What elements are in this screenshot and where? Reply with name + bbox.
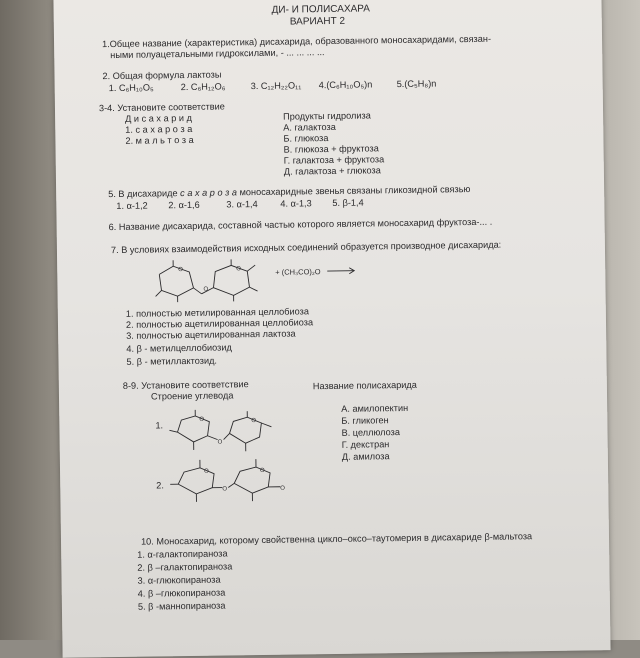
- worksheet-variant: ВАРИАНТ 2: [290, 16, 345, 28]
- q89-right-item-g: Г. декстран: [342, 439, 390, 451]
- q7-option-5: 5. β - метиллактозид.: [126, 356, 217, 368]
- q1-line2: ными полуацетальными гидроксилами, - ... ... ... ...: [110, 47, 325, 61]
- q89-question: 8-9. Установите соответствие: [123, 379, 249, 392]
- q2-option-4: 4.(C₆H₁₀O₅)n: [319, 79, 373, 91]
- q5-option-1: 1. α-1,2: [116, 201, 148, 212]
- q34-right-item-b: Б. глюкоза: [283, 133, 328, 145]
- q5-highlight-word: с а х а р о з а: [180, 187, 237, 198]
- q2-option-3: 3. C₁₂H₂₂O₁₁: [251, 80, 302, 92]
- q10-option-3: 3. α-глюкопираноза: [137, 575, 220, 587]
- q5-suffix: моносахаридные звенья связаны гликозидной связью: [239, 184, 470, 197]
- q7-question: 7. В условиях взаимодействия исходных соединений образуется производное дисахарида:: [111, 240, 501, 256]
- q1-line1: 1.Общее название (характеристика) дисахарида, образованного моносахаридами, связан-: [102, 34, 491, 50]
- q6-question: 6. Название дисахарида, составной частью которого является моносахарид фруктоза-... .: [109, 217, 493, 233]
- q89-polysaccharide-structure-1: [167, 407, 278, 455]
- q34-left-item-1: 1. с а х а р о з а: [125, 124, 192, 136]
- q89-struct-label-2: 2.: [156, 480, 164, 491]
- q89-right-item-b: Б. гликоген: [341, 415, 388, 427]
- svg-text:O: O: [218, 440, 223, 446]
- q2-option-2: 2. C₆H₁₂O₆: [181, 81, 226, 93]
- q7-option-2: 2. полностью ацетилированная целлобиоза: [126, 317, 313, 331]
- q89-left-header: Строение углевода: [151, 390, 234, 402]
- q34-right-header: Продукты гидролиза: [283, 110, 371, 122]
- q89-polysaccharide-structure-2: [168, 456, 299, 506]
- q34-right-item-g: Г. галактоза + фруктоза: [284, 154, 385, 166]
- q89-struct-label-1: 1.: [155, 420, 163, 431]
- q89-right-item-a: А. амилопектин: [341, 403, 408, 415]
- q89-right-item-d: Д. амилоза: [342, 451, 390, 463]
- q34-left-item-2: 2. м а л ь т о з а: [125, 135, 193, 147]
- svg-text:O: O: [280, 486, 285, 492]
- q7-reagent: + (CH₃CO)₂O: [275, 266, 320, 278]
- svg-text:O: O: [178, 267, 183, 273]
- q2-question: 2. Общая формула лактозы: [102, 70, 221, 83]
- svg-text:O: O: [203, 287, 208, 293]
- q5-option-3: 3. α-1,4: [226, 199, 258, 210]
- q5-prefix: 5. В дисахариде: [108, 188, 178, 199]
- q2-option-5: 5.(C₅H₈)n: [397, 79, 437, 91]
- q34-right-item-v: В. глюкоза + фруктоза: [283, 143, 378, 155]
- svg-text:O: O: [236, 266, 241, 272]
- q7-disaccharide-structure: [151, 256, 352, 305]
- q34-left-header: Д и с а х а р и д: [125, 113, 192, 125]
- svg-text:O: O: [222, 486, 227, 492]
- svg-text:O: O: [251, 418, 256, 424]
- worksheet-title: ДИ- И ПОЛИСАХАРА: [272, 3, 370, 15]
- q10-option-1: 1. α-галактопираноза: [137, 548, 228, 560]
- q34-question: 3-4. Установите соответствие: [99, 101, 225, 114]
- q34-right-item-a: А. галактоза: [283, 122, 336, 134]
- q7-option-4: 4. β - метилцеллобиозид: [126, 342, 232, 354]
- svg-text:O: O: [204, 469, 209, 475]
- q7-reaction-arrow: [327, 266, 357, 276]
- q2-option-1: 1. C₆H₁₀O₅: [109, 82, 154, 94]
- q7-option-1: 1. полностью метилированная целлобиоза: [126, 306, 309, 320]
- q34-right-item-d: Д. галактоза + глюкоза: [284, 165, 381, 177]
- svg-text:O: O: [260, 468, 265, 474]
- q89-right-item-v: В. целлюлоза: [341, 427, 400, 439]
- worksheet-paper: [53, 0, 610, 658]
- q10-option-2: 2. β –галактопираноза: [137, 561, 232, 573]
- q5-option-2: 2. α-1,6: [168, 200, 200, 211]
- q89-right-header: Название полисахарида: [313, 380, 417, 392]
- q10-question: 10. Моносахарид, которому свойственна цикло–оксо–таутомерия в дисахариде β-мальтоза: [141, 531, 532, 547]
- q5-option-5: 5. β-1,4: [332, 198, 363, 209]
- q10-option-5: 5. β -маннопираноза: [138, 601, 226, 613]
- q7-option-3: 3. полностью ацетилированная лактоза: [126, 329, 296, 342]
- q10-option-4: 4. β –глюкопираноза: [138, 588, 226, 600]
- q5-option-4: 4. α-1,3: [280, 198, 312, 209]
- svg-text:O: O: [199, 417, 204, 423]
